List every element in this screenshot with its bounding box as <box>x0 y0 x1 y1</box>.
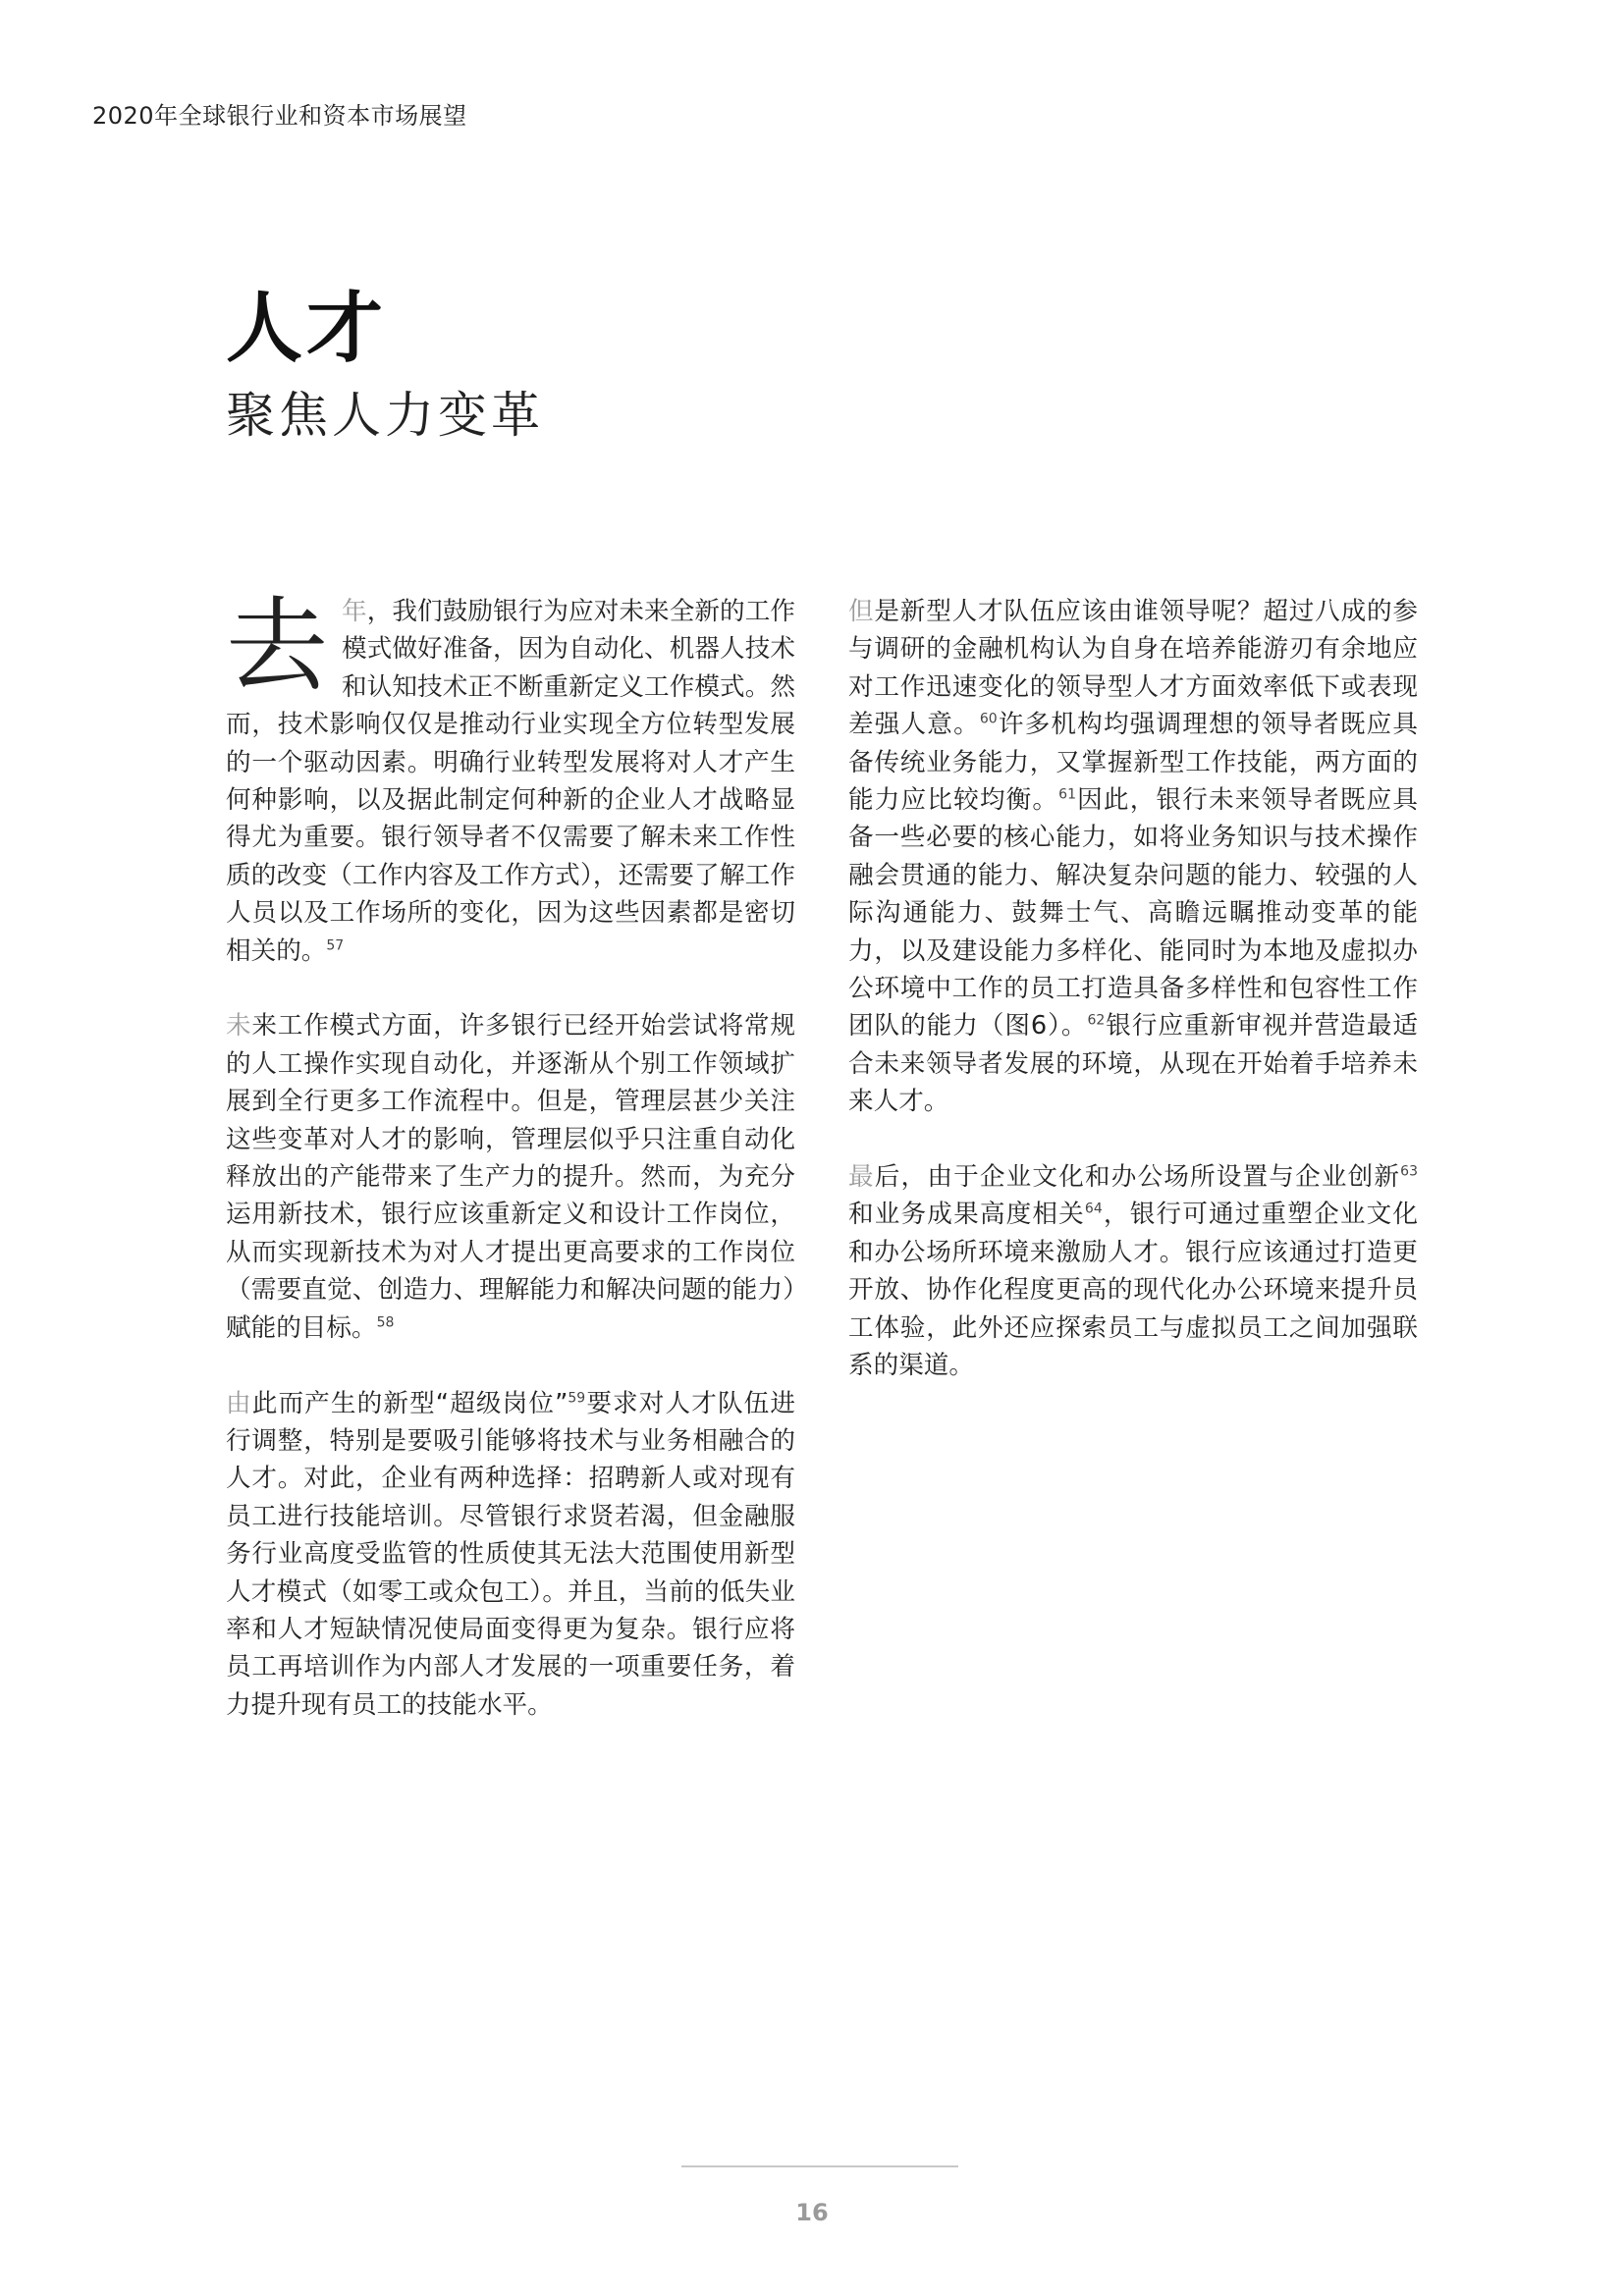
paragraph-text: 后，由于企业文化和办公场所设置与企业创新 <box>874 1162 1401 1193</box>
paragraph-text: 银行应重新审视并营造最适合未来领导者发展的环境，从现在开始着手培养未来人才。 <box>848 1011 1418 1117</box>
body-column-left <box>226 586 795 1762</box>
footer-divider <box>681 2165 958 2167</box>
paragraph-text: ，我们鼓励银行为应对未来全新的工作模式做好准备，因为自动化、机器人技术和认知技术正不断重新定义工作模式。然而，技术影响仅仅是推动行业实现全方位转型发展的一个驱动因素。明确行业转型发展将对人才产生何种影响，以及据此制定何种新的企业人才战略显得尤为重要。银行领导者不仅需要了解未来工作性质的改变（工作内容及工作方式），还需要了解工作人员以及工作场所的变化，因为这些因素都是密切相关的。 <box>226 597 795 966</box>
footnote-ref: 62 <box>1087 1012 1106 1029</box>
paragraph-1 <box>226 586 795 970</box>
footnote-ref: 64 <box>1084 1201 1103 1217</box>
lead-character: 由 <box>226 1388 252 1418</box>
section-title: 人才 <box>226 285 388 373</box>
running-header: 2020年全球银行业和资本市场展望 <box>92 102 467 130</box>
paragraph-text: 此而产生的新型“超级岗位” <box>251 1388 568 1418</box>
paragraph-text: 要求对人才队伍进行调整，特别是要吸引能够将技术与业务相融合的人才。对此，企业有两种选择：招聘新人或对现有员工进行技能培训。尽管银行求贤若渴，但金融服务行业高度受监管的性质使其无法大范围使用新型人才模式（如零工或众包工）。并且，当前的低失业率和人才短缺情况使局面变得更为复杂。银行应将员工再培训作为内部人才发展的一项重要任务，着力提升现有员工的技能水平。 <box>226 1388 795 1720</box>
paragraph-2 <box>226 1007 795 1347</box>
drop-cap: 去 <box>226 586 329 706</box>
paragraph-3 <box>226 1385 795 1725</box>
lead-character: 但 <box>848 597 875 626</box>
section-subtitle: 聚焦人力变革 <box>226 387 544 444</box>
paragraph-5 <box>848 1158 1418 1384</box>
paragraph-text: 和业务成果高度相关 <box>848 1200 1085 1230</box>
paragraph-text: 是新型人才队伍应该由谁领导呢？超过八成的参与调研的金融机构认为自身在培养能游刃有余地应对工作迅速变化的领导型人才方面效率低下或表现差强人意。 <box>848 597 1418 740</box>
paragraph-text: 来工作模式方面，许多银行已经开始尝试将常规的人工操作实现自动化，并逐渐从个别工作领域扩展到全行更多工作流程中。但是，管理层甚少关注这些变革对人才的影响，管理层似乎只注重自动化释放出的产能带来了生产力的提升。然而，为充分运用新技术，银行应该重新定义和设计工作岗位，从而实现新技术为对人才提出更高要求的工作岗位（需要直觉、创造力、理解能力和解决问题的能力）赋能的目标。 <box>226 1011 795 1343</box>
footnote-ref: 57 <box>326 937 345 954</box>
lead-character: 最 <box>848 1162 875 1193</box>
footnote-ref: 60 <box>979 711 998 727</box>
footnote-ref: 61 <box>1058 786 1076 803</box>
lead-character: 未 <box>226 1011 252 1041</box>
page-number: 16 <box>795 2199 829 2226</box>
footnote-ref: 59 <box>568 1389 586 1406</box>
body-column-right <box>848 593 1418 1422</box>
paragraph-4 <box>848 593 1418 1121</box>
lead-character: 年 <box>342 597 367 626</box>
paragraph-text: 许多机构均强调理想的领导者既应具备传统业务能力，又掌握新型工作技能，两方面的能力应比较均衡。 <box>848 710 1418 816</box>
paragraph-text: 因此，银行未来领导者既应具备一些必要的核心能力，如将业务知识与技术操作融会贯通的能力、解决复杂问题的能力、较强的人际沟通能力、鼓舞士气、高瞻远瞩推动变革的能力，以及建设能力多样化、能同时为本地及虚拟办公环境中工作的员工打造具备多样性和包容性工作团队的能力（图6）。 <box>848 785 1418 1041</box>
footnote-ref: 58 <box>376 1314 395 1331</box>
footnote-ref: 63 <box>1400 1163 1418 1180</box>
paragraph-text: ，银行可通过重塑企业文化和办公场所环境来激励人才。银行应该通过打造更开放、协作化程度更高的现代化办公环境来提升员工体验，此外还应探索员工与虚拟员工之间加强联系的渠道。 <box>848 1200 1418 1381</box>
